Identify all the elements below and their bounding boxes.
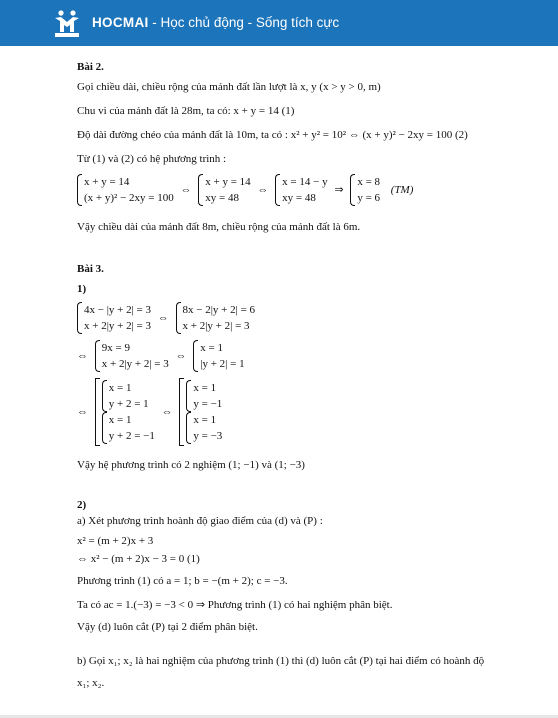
sysf-row-2: y = −1 (193, 398, 223, 410)
sysc-row-2: x + 2|y + 2| = 3 (101, 358, 169, 370)
bai3-ac-check: Ta có ac = 1.(−3) = −3 < 0 ⇒ Phương trình (1) có hai nghiệm phân biệt. (77, 599, 393, 611)
syse-row-2: y + 2 = 1 (108, 398, 149, 410)
system-2 (198, 174, 250, 206)
syse-row-4: y + 2 = −1 (108, 430, 155, 442)
brand-name: HOCMAI (92, 15, 149, 30)
syse-row-1: x = 1 (108, 382, 132, 394)
sysd-row-1: x = 1 (200, 342, 223, 354)
sysa-row-2: x + 2|y + 2| = 3 (84, 320, 152, 332)
bai3-part-2: 2) (77, 499, 87, 511)
system-c (95, 340, 169, 372)
equiv-arrow: ⇔ (157, 311, 169, 324)
system-4 (350, 174, 380, 206)
bai2-title: Bài 2. (77, 61, 104, 73)
tm-label: (TM) (390, 183, 414, 196)
sys2-row-2: xy = 48 (205, 192, 239, 204)
system-f (179, 378, 222, 446)
system-3 (275, 174, 327, 206)
system-e (95, 378, 155, 446)
brand-tagline: - Học chủ động - Sống tích cực (148, 15, 340, 30)
sysf-row-1: x = 1 (193, 382, 217, 394)
bai2-system-chain (77, 174, 413, 206)
equiv-arrow: ⇔ (77, 349, 88, 362)
sys1-row-1: x + y = 14 (84, 176, 130, 188)
system-b (176, 302, 256, 334)
sys4-row-2: y = 6 (357, 192, 381, 204)
equiv-arrow: ⇔ (257, 183, 269, 196)
system-d (193, 340, 244, 372)
sysd-row-2: |y + 2| = 1 (200, 358, 245, 370)
bai3-conclusion: Vậy hệ phương trình có 2 nghiệm (1; −1) và (1; −3) (77, 459, 305, 471)
bai3-question-a: a) Xét phương trình hoành độ giao điểm của (d) và (P) : (77, 515, 323, 527)
sys1-row-2: (x + y)² − 2xy = 100 (84, 192, 174, 204)
equiv-arrow: ⇔ (180, 183, 192, 196)
bai3-title: Bài 3. (77, 263, 104, 275)
sys3-row-1: x = 14 − y (282, 176, 328, 188)
sys2-row-1: x + y = 14 (205, 176, 251, 188)
equiv-arrow: ⇔ (175, 349, 187, 362)
bai2-line-2: Chu vi của mảnh đất là 28m, ta có: x + y = 14 (1) (77, 105, 295, 117)
brand-text (92, 15, 339, 30)
bai3-system-row-3 (77, 378, 222, 446)
bai3-coefficients: Phương trình (1) có a = 1; b = −(m + 2); c = −3. (77, 575, 288, 587)
equiv-arrow: ⇔ (161, 405, 173, 418)
system-a (77, 302, 151, 334)
bai2-conclusion: Vậy chiều dài của mảnh đất 8m, chiều rộng của mảnh đất là 6m. (77, 221, 361, 233)
bai3-question-b-cont: x₁; x₂. (77, 677, 105, 689)
bai2-line-4: Từ (1) và (2) có hệ phương trình : (77, 153, 227, 165)
sysb-row-2: x + 2|y + 2| = 3 (182, 320, 250, 332)
sysc-row-1: 9x = 9 (101, 342, 130, 354)
hocmai-logo-icon (52, 8, 82, 38)
header-bar (0, 0, 558, 46)
bai3-equation-1: x² = (m + 2)x + 3 (77, 535, 154, 547)
bai3-system-row-2 (77, 340, 245, 372)
sysf-row-4: y = −3 (193, 430, 223, 442)
implies-arrow: ⇒ (334, 183, 344, 196)
equiv-arrow: ⇔ (77, 405, 88, 418)
system-1 (77, 174, 174, 206)
bai2-line-3: Độ dài đường chéo của mảnh đất là 10m, ta có : x² + y² = 10² ⇔ (x + y)² − 2xy = 100 (2) (77, 129, 468, 141)
bai3-cut-conclusion: Vậy (d) luôn cắt (P) tại 2 điểm phân biệt. (77, 621, 258, 633)
bai3-question-b: b) Gọi x₁; x₂ là hai nghiệm của phương trình (1) thì (d) luôn cắt (P) tại hai điểm có hoành độ (77, 655, 485, 667)
sys4-row-1: x = 8 (357, 176, 381, 188)
sys3-row-2: xy = 48 (282, 192, 316, 204)
bai2-line-1: Gọi chiều dài, chiều rộng của mảnh đất lần lượt là x, y (x > y > 0, m) (77, 81, 381, 93)
sysf-row-3: x = 1 (193, 414, 217, 426)
bai3-part-1: 1) (77, 283, 87, 295)
bai3-system-row-1 (77, 302, 255, 334)
bai3-equation-2: ⇔ x² − (m + 2)x − 3 = 0 (1) (77, 553, 200, 565)
sysb-row-1: 8x − 2|y + 2| = 6 (182, 304, 256, 316)
sysa-row-1: 4x − |y + 2| = 3 (84, 304, 152, 316)
syse-row-3: x = 1 (108, 414, 132, 426)
